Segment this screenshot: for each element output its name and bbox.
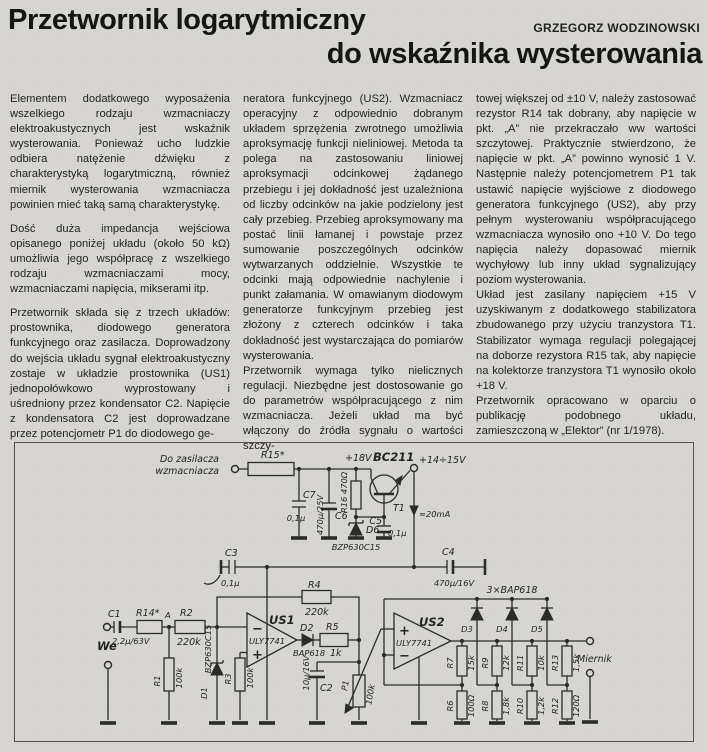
label-p1-value: 100k — [363, 683, 377, 706]
label-r9: R9 — [480, 657, 490, 669]
label-r10: R10 — [515, 697, 525, 715]
label-r7-value: 15k — [466, 655, 476, 671]
label-r7: R7 — [445, 657, 455, 669]
label-r4: R4 — [308, 580, 321, 591]
label-r4-value: 220k — [305, 607, 329, 618]
label-us1-minus: − — [252, 622, 263, 637]
label-c4-value: 470μ/16V — [434, 578, 475, 588]
label-us2-minus: − — [399, 649, 410, 664]
article-column-2 — [243, 92, 463, 454]
label-r16: R16 470Ω — [339, 471, 349, 513]
label-c7: C7 — [303, 490, 316, 501]
label-c6: C6 — [335, 511, 348, 522]
label-we: We — [97, 639, 117, 653]
label-us2: US2 — [419, 615, 445, 629]
label-r9-value: 12k — [501, 655, 511, 671]
label-r1: R1 — [152, 675, 162, 687]
paragraph: Dość duża impedancja wejściowa opisanego poniżej układu (około 50 kΩ) umożliwia jego współpracę z wszelkiego rodzaju wzmacniaczami mocy, wzmacniaczami napięcia, mikserami itp. — [10, 222, 230, 296]
page-title-line1: Przetwornik logarytmiczny — [8, 4, 366, 36]
label-supply-line2: wzmacniacza — [155, 466, 219, 477]
label-output-voltage: +14÷15V — [419, 455, 466, 466]
paragraph: Przetwornik opracowano w oparciu o publikację podobnego układu, zamieszczoną w „Elektor” (nr 1/1978). — [476, 394, 696, 438]
page-title-line2: do wskaźnika wysterowania — [326, 38, 702, 70]
paragraph: towej większej od ±10 V, należy zastosować rezystor R14 tak dobrany, aby napięcie w pkt. „A” nie przekraczało ww wartości szczytowej. Praktycznie stwierdzono, że napięcie w pkt. „A” powinno wynosić 1 V. Następnie należy potencjometrem P1 tak ustawić napięcie wyjściowe z diodowego generatora funkcyjnego (US2), aby przy pełnym wysterowaniu współpracującego wzmacniacza wynosiło ono +10 V. Do tego napięcia należy dopasować miernik wychyłowy lub inny układ sygnalizujący poziom wysterowania. — [476, 93, 696, 287]
label-d6: D6 — [366, 525, 380, 536]
label-supply-line1: Do zasilacza — [159, 454, 219, 465]
label-plus18v: +18V — [345, 453, 372, 464]
author-name: GRZEGORZ WODZINOWSKI — [533, 21, 700, 35]
label-t1-type: BC211 — [373, 450, 415, 464]
label-d2: D2 — [300, 623, 314, 634]
label-r1-value: 100k — [174, 667, 184, 689]
article-column-3 — [476, 92, 696, 454]
label-r3: R3 — [223, 673, 233, 685]
label-r2: R2 — [180, 608, 193, 619]
label-d3: D3 — [461, 624, 473, 634]
label-r2-value: 220k — [177, 637, 201, 648]
label-c6-value: 470μ/25V — [315, 494, 325, 535]
label-d4: D4 — [496, 624, 508, 634]
paragraph: neratora funkcyjnego (US2). Wzmacniacz operacyjny z odpowiednio dobranym układem sprzężenia zwrotnego umożliwia aproksymację funkcji nieliniowej. Metoda ta polega na zastosowaniu liniowej aproksymacji odcinkowej żądanego przebiegu i jej dokładność jest uzależniona od liczby odcinków na jakie podzielony jest cały przebieg. Przebieg aproksymowany ma postać linii łamanej i powstaje przez sumowanie poszczególnych odcinków wytwarzanych oddzielnie. Wszystkie te odcinki mają odpowiednie nachylenie i punkt załamania. W omawianym diodowym generatorze funkcyjnym przebieg jest złożony z czterech odcinków i taka dokładność jest wystarczająca do pomiarów wysterowania. — [243, 93, 463, 362]
label-c4: C4 — [442, 547, 455, 558]
label-p1: P1 — [339, 679, 351, 692]
label-r11-value: 10k — [536, 655, 546, 671]
label-r3-value: 100k — [245, 667, 255, 689]
label-c3-value: 0,1μ — [221, 578, 240, 588]
label-r5: R5 — [326, 622, 339, 633]
article-body — [10, 92, 698, 454]
label-r13: R13 — [550, 654, 560, 672]
label-d6-type: BZP630C15 — [331, 542, 381, 552]
label-c1-value: 2,2μ/63V — [112, 636, 150, 646]
article-column-1 — [10, 92, 230, 454]
label-c7-value: 0,1μ — [286, 513, 306, 523]
paragraph: Elementem dodatkowego wyposażenia wszelkiego rodzaju wzmacniaczy elektroakustycznych jest wskaźnik wysterowania. Ponieważ ucho ludzkie odbiera natężenie dźwięku z charakterystyką logarytmiczną, również miernik wysterowania wzmacniacza powinien mieć taką samą charakterystykę. — [10, 93, 230, 211]
label-c2-value: 10μ/16V — [301, 655, 311, 691]
paragraph: Przetwornik składa się z trzech układów: prostownika, diodowego generatora funkcyjnego oraz zasilacza. Doprowadzony do wejścia układu sygnał elektroakustyczny zostaje w układzie prostownika (US1) jednopołówkowo wyprostowany i uśredniony przez kondensator C2. Napięcie z kondensatora C2 jest doprowadzane przez potencjometr P1 do diodowego ge- — [10, 307, 230, 440]
label-r6: R6 — [445, 700, 455, 712]
circuit-schematic — [15, 443, 691, 739]
label-r5-value: 1k — [330, 648, 342, 659]
label-us2-type: ULY7741 — [396, 638, 433, 648]
label-d1: D1 — [199, 687, 209, 699]
label-t1: T1 — [393, 503, 405, 514]
label-point-a: A — [165, 610, 171, 620]
label-c5: C5 — [369, 516, 382, 527]
label-r14: R14* — [136, 608, 160, 619]
label-us1-plus: + — [252, 648, 263, 663]
label-us2-plus: + — [399, 624, 410, 639]
label-r8: R8 — [480, 700, 490, 712]
label-c2: C2 — [320, 683, 333, 694]
label-r10-value: 1,2k — [536, 697, 546, 715]
label-r6-value: 100Ω — [466, 694, 476, 718]
label-us1: US1 — [269, 613, 295, 627]
label-d5: D5 — [531, 624, 543, 634]
label-r11: R11 — [515, 654, 525, 672]
label-r15: R15* — [261, 450, 285, 461]
label-us1-type: ULY7741 — [249, 636, 286, 646]
label-r13-value: 1,5k — [571, 654, 581, 672]
label-r12-value: 120Ω — [571, 694, 581, 718]
label-d2-type: BAP618 — [293, 648, 326, 658]
label-diodes-type: 3×BAP618 — [486, 585, 538, 596]
circuit-schematic-frame — [14, 442, 694, 742]
label-miernik: Miernik — [577, 654, 612, 665]
label-c1: C1 — [108, 609, 121, 620]
label-c3: C3 — [225, 548, 238, 559]
label-r12: R12 — [550, 697, 560, 715]
label-c5-value: 0,1μ — [388, 528, 407, 538]
label-current: ≈20mA — [419, 509, 451, 519]
paragraph: Układ jest zasilany napięciem +15 V uzyskiwanym z dodatkowego stabilizatora zbudowanego przy użyciu tranzystora T1. Stabilizator wymaga regulacji polegającej na doborze rezystora R15 tak, aby napięcie na kolektorze tranzystora T1 wynosiło około +18 V. — [476, 289, 696, 392]
label-r8-value: 1,8k — [501, 697, 511, 715]
label-d1-type: BZP630C15 — [203, 624, 213, 674]
paragraph: Przetwornik wymaga tylko nielicznych regulacji. Niezbędne jest dostosowanie go do parametrów współpracującego z nim wzmacniacza. Jeżeli układ ma być włączony do źródła sygnału o wartości szczy- — [243, 364, 463, 453]
